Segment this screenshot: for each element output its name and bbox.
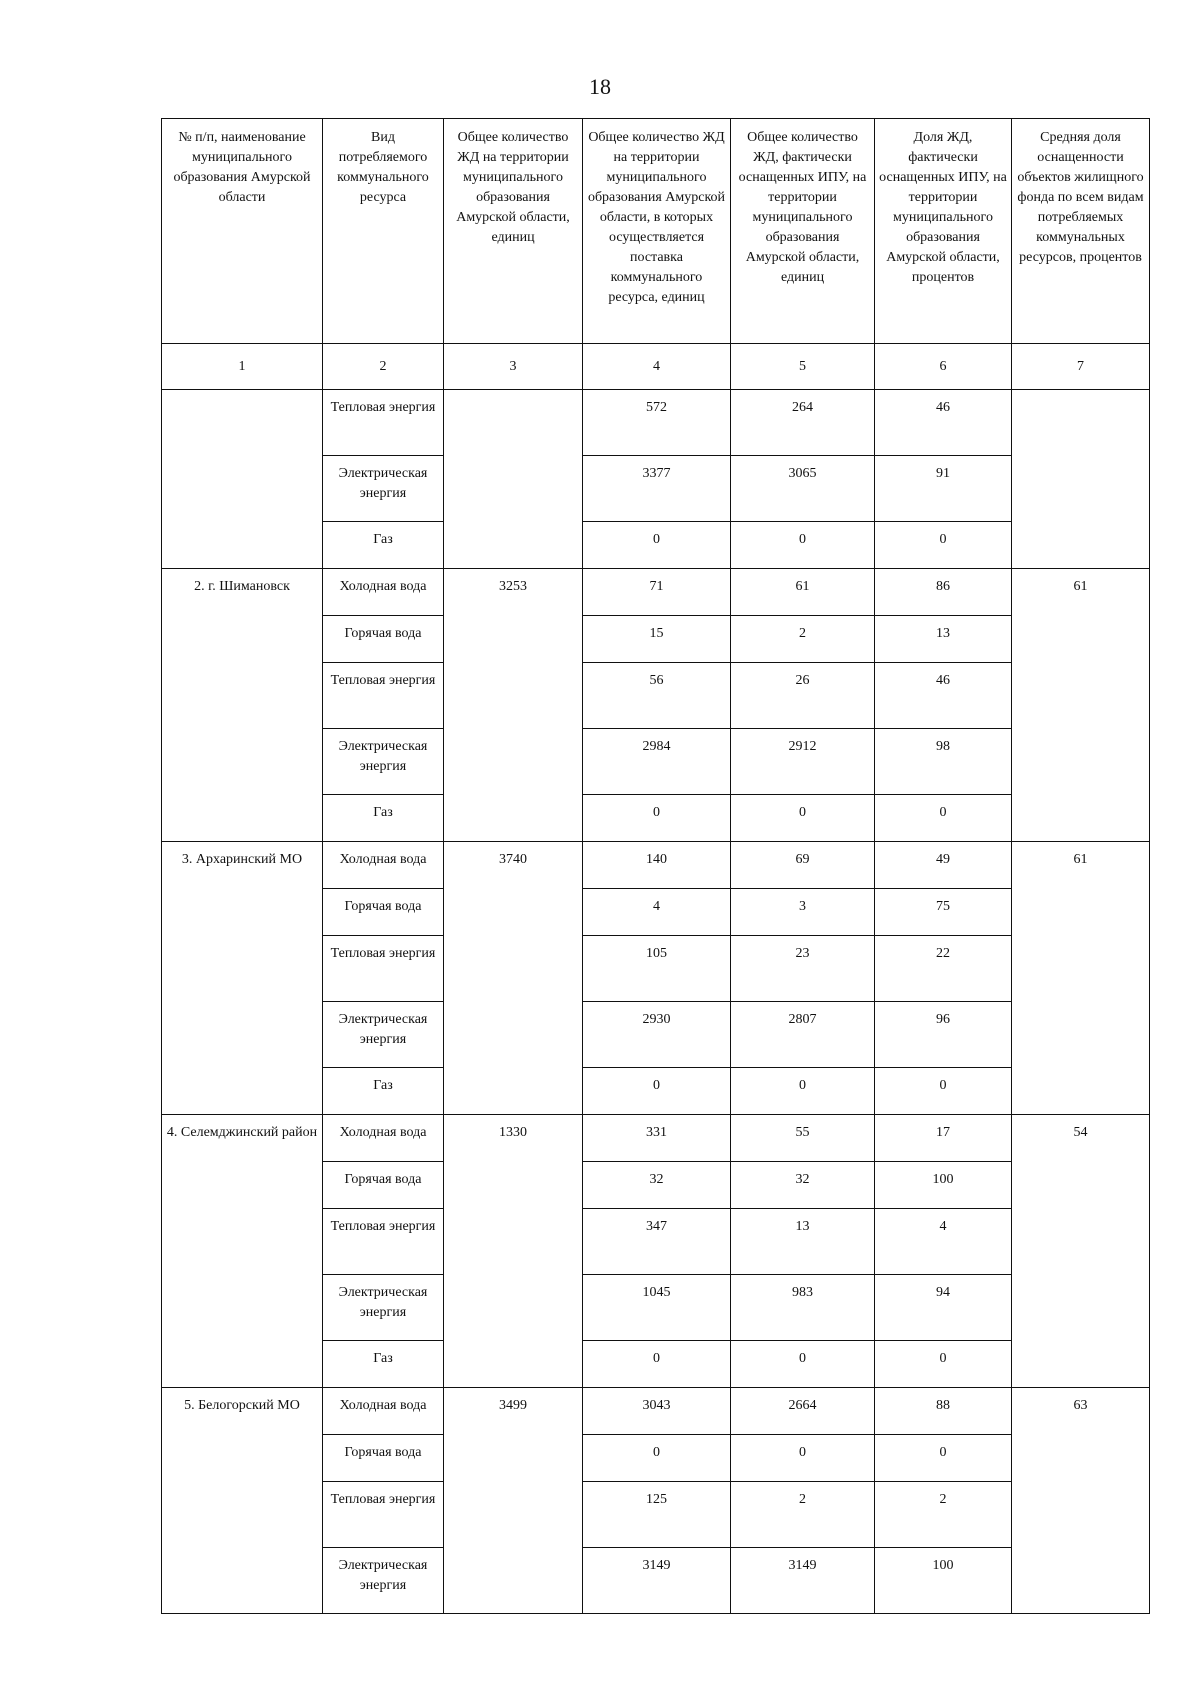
municipality-name: 5. Белогорский МО <box>162 1388 323 1614</box>
total-households: 1330 <box>444 1115 583 1388</box>
equipped-households: 2807 <box>731 1002 875 1068</box>
equipped-households: 2664 <box>731 1388 875 1435</box>
average-share <box>1012 390 1150 569</box>
resource-type: Холодная вода <box>323 1115 444 1162</box>
equipped-share: 17 <box>875 1115 1012 1162</box>
equipped-households: 983 <box>731 1275 875 1341</box>
equipped-households: 23 <box>731 936 875 1002</box>
equipped-share: 86 <box>875 569 1012 616</box>
equipped-households: 61 <box>731 569 875 616</box>
equipped-households: 32 <box>731 1162 875 1209</box>
supplied-households: 71 <box>583 569 731 616</box>
column-number-row <box>162 344 1150 390</box>
resource-type: Тепловая энергия <box>323 1209 444 1275</box>
column-number: 6 <box>875 344 1012 390</box>
resource-type: Тепловая энергия <box>323 1482 444 1548</box>
header-cell: Общее количество ЖД, фактически оснащенных ИПУ, на территории муниципального образования Амурской области, единиц <box>731 119 875 344</box>
equipped-households: 264 <box>731 390 875 456</box>
resource-type: Холодная вода <box>323 569 444 616</box>
column-number: 7 <box>1012 344 1150 390</box>
table-body <box>162 119 1150 1614</box>
equipped-share: 2 <box>875 1482 1012 1548</box>
equipped-share: 100 <box>875 1162 1012 1209</box>
total-households: 3253 <box>444 569 583 842</box>
resource-type: Электрическая энергия <box>323 456 444 522</box>
total-households <box>444 390 583 569</box>
header-cell: Общее количество ЖД на территории муниципального образования Амурской области, единиц <box>444 119 583 344</box>
equipped-share: 22 <box>875 936 1012 1002</box>
supplied-households: 3377 <box>583 456 731 522</box>
column-number: 1 <box>162 344 323 390</box>
equipped-share: 91 <box>875 456 1012 522</box>
supplied-households: 0 <box>583 1068 731 1115</box>
header-cell: Средняя доля оснащенности объектов жилищного фонда по всем видам потребляемых коммунальных ресурсов, процентов <box>1012 119 1150 344</box>
equipped-share: 100 <box>875 1548 1012 1614</box>
supplied-households: 56 <box>583 663 731 729</box>
resource-type: Горячая вода <box>323 1162 444 1209</box>
supplied-households: 0 <box>583 522 731 569</box>
resource-type: Тепловая энергия <box>323 663 444 729</box>
resource-type: Электрическая энергия <box>323 1275 444 1341</box>
municipality-name <box>162 390 323 569</box>
equipped-share: 46 <box>875 663 1012 729</box>
equipped-households: 3149 <box>731 1548 875 1614</box>
table-row <box>162 1388 1150 1435</box>
total-households: 3499 <box>444 1388 583 1614</box>
resource-type: Горячая вода <box>323 616 444 663</box>
header-row <box>162 119 1150 344</box>
equipped-households: 0 <box>731 795 875 842</box>
equipped-households: 69 <box>731 842 875 889</box>
equipped-households: 2912 <box>731 729 875 795</box>
supplied-households: 347 <box>583 1209 731 1275</box>
supplied-households: 1045 <box>583 1275 731 1341</box>
supplied-households: 0 <box>583 1341 731 1388</box>
supplied-households: 0 <box>583 795 731 842</box>
equipped-households: 26 <box>731 663 875 729</box>
equipped-share: 4 <box>875 1209 1012 1275</box>
equipped-share: 13 <box>875 616 1012 663</box>
equipped-share: 0 <box>875 1341 1012 1388</box>
header-cell: Доля ЖД, фактически оснащенных ИПУ, на территории муниципального образования Амурской области, процентов <box>875 119 1012 344</box>
resource-type: Газ <box>323 795 444 842</box>
average-share: 54 <box>1012 1115 1150 1388</box>
supplied-households: 3043 <box>583 1388 731 1435</box>
equipped-share: 0 <box>875 522 1012 569</box>
equipped-households: 2 <box>731 616 875 663</box>
resource-type: Холодная вода <box>323 842 444 889</box>
supplied-households: 572 <box>583 390 731 456</box>
average-share: 63 <box>1012 1388 1150 1614</box>
supplied-households: 32 <box>583 1162 731 1209</box>
equipped-households: 0 <box>731 1341 875 1388</box>
equipped-share: 0 <box>875 795 1012 842</box>
supplied-households: 2984 <box>583 729 731 795</box>
equipped-households: 0 <box>731 522 875 569</box>
equipped-households: 55 <box>731 1115 875 1162</box>
equipped-share: 46 <box>875 390 1012 456</box>
equipped-share: 49 <box>875 842 1012 889</box>
average-share: 61 <box>1012 842 1150 1115</box>
equipped-households: 2 <box>731 1482 875 1548</box>
equipped-share: 96 <box>875 1002 1012 1068</box>
resource-type: Газ <box>323 1341 444 1388</box>
equipped-share: 0 <box>875 1435 1012 1482</box>
table-row <box>162 569 1150 616</box>
supplied-households: 0 <box>583 1435 731 1482</box>
equipped-share: 88 <box>875 1388 1012 1435</box>
equipped-share: 94 <box>875 1275 1012 1341</box>
column-number: 5 <box>731 344 875 390</box>
equipped-households: 0 <box>731 1068 875 1115</box>
supplied-households: 125 <box>583 1482 731 1548</box>
municipality-name: 3. Архаринский МО <box>162 842 323 1115</box>
column-number: 3 <box>444 344 583 390</box>
municipality-name: 2. г. Шимановск <box>162 569 323 842</box>
supplied-households: 2930 <box>583 1002 731 1068</box>
metering-table <box>161 118 1150 1614</box>
resource-type: Горячая вода <box>323 1435 444 1482</box>
resource-type: Электрическая энергия <box>323 729 444 795</box>
header-cell: № п/п, наименование муниципального образования Амурской области <box>162 119 323 344</box>
equipped-households: 3 <box>731 889 875 936</box>
supplied-households: 3149 <box>583 1548 731 1614</box>
resource-type: Электрическая энергия <box>323 1002 444 1068</box>
column-number: 4 <box>583 344 731 390</box>
header-cell: Вид потребляемого коммунального ресурса <box>323 119 444 344</box>
equipped-share: 98 <box>875 729 1012 795</box>
equipped-households: 0 <box>731 1435 875 1482</box>
resource-type: Тепловая энергия <box>323 936 444 1002</box>
total-households: 3740 <box>444 842 583 1115</box>
resource-type: Газ <box>323 522 444 569</box>
resource-type: Электрическая энергия <box>323 1548 444 1614</box>
resource-type: Газ <box>323 1068 444 1115</box>
resource-type: Горячая вода <box>323 889 444 936</box>
table-row <box>162 390 1150 456</box>
table-row <box>162 842 1150 889</box>
header-cell: Общее количество ЖД на территории муниципального образования Амурской области, в которых осуществляется поставка коммунального ресурса, единиц <box>583 119 731 344</box>
supplied-households: 4 <box>583 889 731 936</box>
table-row <box>162 1115 1150 1162</box>
page-number: 18 <box>589 74 611 99</box>
supplied-households: 331 <box>583 1115 731 1162</box>
resource-type: Тепловая энергия <box>323 390 444 456</box>
supplied-households: 105 <box>583 936 731 1002</box>
municipality-name: 4. Селемджинский район <box>162 1115 323 1388</box>
supplied-households: 15 <box>583 616 731 663</box>
equipped-households: 13 <box>731 1209 875 1275</box>
resource-type: Холодная вода <box>323 1388 444 1435</box>
supplied-households: 140 <box>583 842 731 889</box>
equipped-share: 0 <box>875 1068 1012 1115</box>
column-number: 2 <box>323 344 444 390</box>
average-share: 61 <box>1012 569 1150 842</box>
equipped-households: 3065 <box>731 456 875 522</box>
equipped-share: 75 <box>875 889 1012 936</box>
